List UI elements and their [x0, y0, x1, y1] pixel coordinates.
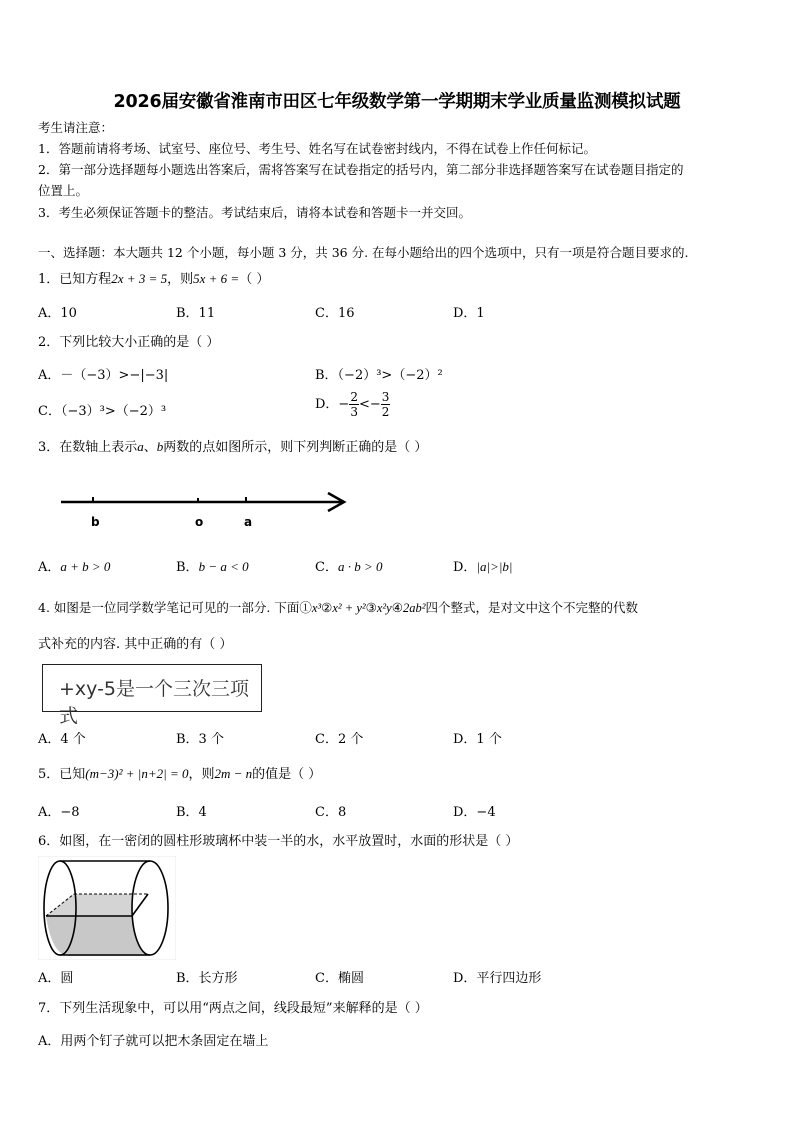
q4-option-b: B．3 个 — [176, 732, 224, 747]
q3-option-d: D．|a|>|b| — [453, 559, 513, 575]
fraction: $\frac{3}{2}$ — [381, 390, 390, 419]
section-heading: 一、选择题：本大题共 12 个小题，每小题 3 分，共 36 分. 在每小题给出的四个选项中，只有一项是符合题目要求的. — [38, 245, 689, 260]
q1-text: 1．已知方程 — [38, 272, 112, 287]
q2-option-a: A．－（−3）>−|−3| — [38, 368, 169, 383]
q1-option-b: B．11 — [176, 306, 216, 321]
q6-option-d: D．平行四边形 — [453, 971, 542, 986]
q1-option-c: C．16 — [315, 306, 355, 321]
q6-option-b: B．长方形 — [176, 971, 238, 986]
q7-option-a: A．用两个钉子就可以把木条固定在墙上 — [38, 1034, 269, 1049]
question-5-stem: 5．已知(m−3)² + |n+2| = 0，则2m − n的值是（ ） — [38, 766, 322, 782]
note-image — [42, 664, 262, 727]
q6-option-a: A．圆 — [38, 971, 74, 986]
q2-option-d: D．− $\frac{2}{3}$ <− $\frac{3}{2}$ — [315, 390, 390, 419]
q4-option-c: C．2 个 — [315, 732, 364, 747]
cylinder-figure — [38, 856, 176, 960]
q5-option-a: A．−8 — [38, 805, 80, 820]
question-3-stem: 3．在数轴上表示a、b两数的点如图所示，则下列判断正确的是（ ） — [38, 439, 428, 455]
q2-option-b: B．（−2）³>（−2）² — [315, 368, 443, 383]
question-2-stem: 2．下列比较大小正确的是（ ） — [38, 335, 220, 350]
question-6-stem: 6．如图，在一密闭的圆柱形玻璃杯中装一半的水，水平放置时，水面的形状是（ ） — [38, 834, 519, 849]
q3-option-c: C．a · b > 0 — [315, 559, 383, 575]
label-b: b — [91, 515, 100, 529]
question-4-stem: 4. 如图是一位同学数学笔记可见的一部分. 下面①x³②x² + y²③x²y④2ab²四个整式，是对文中这个不完整的代数 — [38, 600, 638, 615]
q1-expression: 5x + 6 = — [193, 271, 240, 286]
question-7-stem: 7．下列生活现象中，可以用“两点之间，线段最短”来解释的是（ ） — [38, 1001, 428, 1016]
notice-item: 位置上。 — [38, 183, 89, 198]
q1-text: ，则 — [167, 272, 194, 287]
q1-option-a: A．10 — [38, 306, 77, 321]
q4-option-a: A．4 个 — [38, 732, 86, 747]
q1-option-d: D．1 — [453, 306, 485, 321]
notice-heading: 考生请注意： — [38, 120, 114, 135]
notice-item: 3．考生必须保证答题卡的整洁。考试结束后，请将本试卷和答题卡一并交回。 — [38, 205, 471, 220]
question-1-stem — [38, 268, 269, 290]
page-title: 2026届安徽省淮南市田区七年级数学第一学期期末学业质量监测模拟试题 — [113, 92, 681, 112]
notice-item: 2．第一部分选择题每小题选出答案后，需将答案写在试卷指定的括号内，第二部分非选择题答案写在试卷题目指定的 — [38, 162, 684, 177]
notice-item: 1．答题前请将考场、试室号、座位号、考生号、姓名写在试卷密封线内，不得在试卷上作任何标记。 — [38, 141, 596, 156]
q1-equation: 2x + 3 = 5 — [111, 271, 168, 286]
question-4-stem-line2: 式补充的内容. 其中正确的有（ ） — [38, 637, 233, 652]
q5-option-b: B．4 — [176, 805, 207, 820]
q4-option-d: D．1 个 — [453, 732, 502, 747]
q6-option-c: C．椭圆 — [315, 971, 364, 986]
q3-option-a: A．a + b > 0 — [38, 559, 111, 575]
q5-option-d: D．−4 — [453, 805, 496, 820]
q5-option-c: C．8 — [315, 805, 347, 820]
label-a: a — [244, 515, 253, 529]
note-text: +xy-5是一个三次三项式 — [59, 678, 250, 727]
fraction: $\frac{2}{3}$ — [350, 390, 358, 419]
label-o: o — [195, 515, 204, 529]
q3-option-b: B．b − a < 0 — [176, 559, 249, 575]
number-line-figure — [56, 488, 356, 532]
q2-option-c: C．（−3）³>（−2）³ — [38, 404, 167, 419]
q1-bracket: （ ） — [239, 272, 270, 287]
